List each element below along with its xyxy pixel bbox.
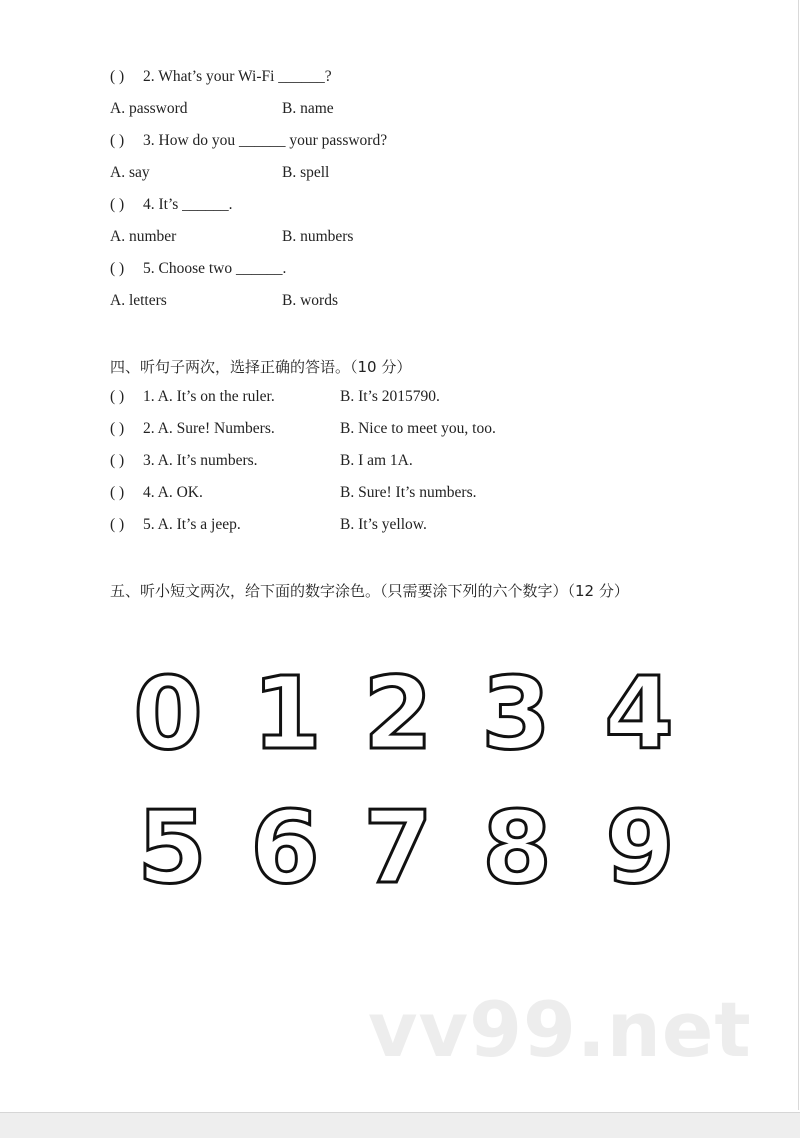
outline-digit: 3 — [481, 655, 551, 772]
outline-digit: 0 — [133, 655, 203, 772]
outline-digit: 9 — [605, 789, 675, 900]
option-a: A. number — [110, 228, 177, 245]
answer-paren: ( ) — [110, 516, 125, 533]
option-a: A. letters — [110, 292, 167, 309]
answer-paren: ( ) — [110, 388, 125, 405]
option-b: B. It’s 2015790. — [340, 388, 440, 405]
outline-digit: 6 — [250, 789, 320, 900]
option-b: B. spell — [282, 164, 330, 181]
option-a: 5. A. It’s a jeep. — [143, 516, 241, 533]
outline-digit: 2 — [363, 655, 433, 772]
answer-paren: ( ) — [110, 260, 125, 277]
option-a: 2. A. Sure! Numbers. — [143, 420, 275, 437]
option-a: 3. A. It’s numbers. — [143, 452, 258, 469]
option-a: 1. A. It’s on the ruler. — [143, 388, 275, 405]
section-heading: 四、听句子两次，选择正确的答语。（10 分） — [110, 358, 412, 376]
option-b: B. I am 1A. — [340, 452, 413, 469]
question-text: 2. What’s your Wi-Fi ______? — [143, 68, 332, 85]
outline-digit: 5 — [137, 789, 207, 900]
outline-digit: 4 — [604, 655, 674, 772]
option-a: 4. A. OK. — [143, 484, 203, 501]
option-b: B. name — [282, 100, 334, 117]
question-text: 5. Choose two ______. — [143, 260, 287, 277]
option-b: B. Nice to meet you, too. — [340, 420, 496, 437]
option-b: B. numbers — [282, 228, 354, 245]
option-a: A. say — [110, 164, 150, 181]
outline-digits-figure — [120, 650, 700, 900]
option-a: A. password — [110, 100, 188, 117]
answer-paren: ( ) — [110, 420, 125, 437]
option-b: B. words — [282, 292, 338, 309]
option-b: B. Sure! It’s numbers. — [340, 484, 477, 501]
outline-digit: 7 — [363, 789, 433, 900]
option-b: B. It’s yellow. — [340, 516, 427, 533]
question-text: 3. How do you ______ your password? — [143, 132, 388, 149]
answer-paren: ( ) — [110, 484, 125, 501]
answer-paren: ( ) — [110, 132, 125, 149]
question-text: 4. It’s ______. — [143, 196, 233, 213]
section-heading: 五、听小短文两次，给下面的数字涂色。（只需要涂下列的六个数字）（12 分） — [110, 582, 629, 600]
viewer-bottom-bar — [0, 1112, 800, 1138]
watermark: vv99.net — [368, 985, 752, 1074]
outline-digit: 1 — [252, 655, 322, 772]
answer-paren: ( ) — [110, 68, 125, 85]
answer-paren: ( ) — [110, 196, 125, 213]
outline-digit: 8 — [482, 789, 552, 900]
answer-paren: ( ) — [110, 452, 125, 469]
